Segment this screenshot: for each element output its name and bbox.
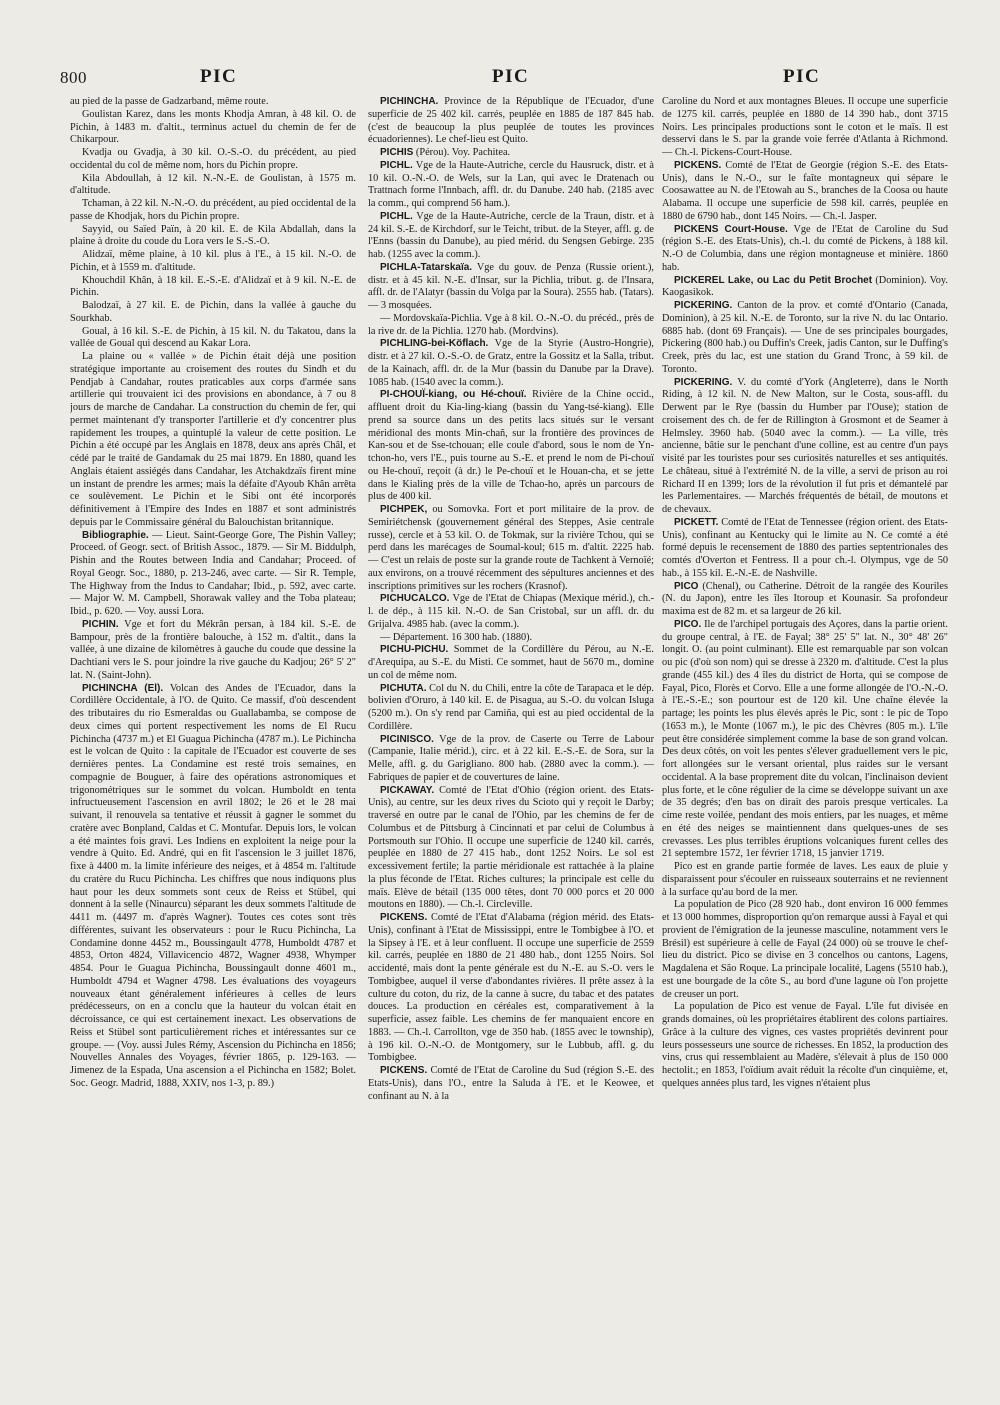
entry-text: Goulistan Karez, dans les monts Khodja Amran, à 48 kil. O. de Pichin, à 1483 m. d'altit., terminus actuel du chemin de fer de Chikarpour. bbox=[70, 108, 356, 146]
entry-headword: PICKERING. bbox=[674, 376, 733, 388]
entry-text: Balodzaï, à 27 kil. E. de Pichin, dans la vallée à gauche du Sourkhab. bbox=[70, 300, 356, 324]
entry-paragraph bbox=[70, 198, 356, 224]
entry-headword: PICHLING-bei-Köflach. bbox=[380, 338, 489, 350]
entry-paragraph bbox=[368, 262, 654, 313]
entry-paragraph bbox=[368, 1065, 654, 1103]
entry-text: (Pérou). Voy. Pachitea. bbox=[415, 147, 511, 158]
running-head-left: PIC bbox=[200, 66, 238, 87]
entry-text: Vge de la Haute-Autriche, cercle du Hausruck, distr. et à 10 kil. O.-N.-O. de Wels, sur la Lan, qui avec le Dratenach ou Trattnach forme l'Innbach, affl. dr. du Danube. 240 hab. (2185 avec la comm., qui comprend 56 ham.). bbox=[368, 159, 654, 209]
entry-text: Comté de l'Etat d'Ohio (région orient. des Etats-Unis), au centre, sur les deux rives du Scioto qui y reçoit le Darby; traversé en outre par le canal de l'Ohio, par les chemins de fer de Columbus et de Pittsburg à Cincinnati et par celui de Columbus à Portsmouth sur l'Ohio. Il occupe une superficie de 1240 kil. carrés, peuplée en 1880 de 27 415 hab., dont 1252 Noirs. Le sol est excessivement fertile; la partie méridionale est rattachée à la plaine la plus féconde de l'Etat. Riches cultures; la principale est celle du maïs. Elève de bétail (135 000 têtes, dont 70 000 porcs et 20 000 moutons en 1880). — Ch.-l. Circleville. bbox=[368, 784, 654, 911]
entry-paragraph bbox=[368, 785, 654, 913]
entry-text: Vge de l'Etat de Caroline du Sud (région S.-E. des Etats-Unis), ch.-l. du comté de Pickens, à 188 kil. N.-O de Columbia, dans une région montagneuse et minière. 1860 hab. bbox=[662, 223, 948, 273]
entry-text: Province de la République de l'Ecuador, d'une superficie de 25 402 kil. carrés, peuplée en 1885 de 187 845 hab. (c'est de beaucoup la plus peuplée de toutes les provinces écuadoriennes). Le chef-lieu est Quito. bbox=[368, 96, 654, 146]
entry-text: Goual, à 16 kil. S.-E. de Pichin, à 15 kil. N. du Takatou, dans la vallée de Goual qui descend au Kakar Lora. bbox=[70, 325, 356, 350]
entry-text: Vge de la Styrie (Austro-Hongrie), distr. et à 27 kil. O.-S.-O. de Gratz, entre la Gossitz et la Salla, tribut. de la Kainach, affl. dr. de la Mur (bassin du Danube par la Drave). 1085 hab. (1540 avec la comm.). bbox=[368, 338, 654, 388]
text-column-right bbox=[662, 96, 948, 1386]
entry-paragraph bbox=[70, 275, 356, 301]
entry-headword: PICKENS. bbox=[674, 159, 722, 171]
entry-paragraph bbox=[662, 581, 948, 619]
entry-text: — Lieut. Saint-George Gore, The Pishin Valley; Proceed. of Geogr. sect. of British Assoc., 1879. — Sir M. Biddulph, Pishin and the Routes between India and Candahar; Proceed. of Royal Geogr. Soc., 1880, p. 213-246, avec carte. — Sir R. Temple, The Highway from the Indus to Candahar; Ibid., p. 592, avec carte. — Major W. M. Campbell, Shorawak valley and the Toba plateau; Ibid., p. 620. — Voy. aussi Lora. bbox=[70, 529, 356, 617]
entry-headword: Bibliographie. bbox=[82, 529, 149, 541]
entry-text: au pied de la passe de Gadzarband, même route. bbox=[70, 96, 269, 107]
entry-paragraph bbox=[70, 147, 356, 173]
entry-paragraph bbox=[662, 517, 948, 581]
entry-text: La plaine ou « vallée » de Pichin était déjà une position stratégique importante au croisement des routes du Sindh et du Pendjab à Candahar, routes praticables aux corps d'armée sans artillerie qui trouvaient ici des provisions en abondance, à 7 ou 8 jours de marche de Candahar. La construction du chemin de fer, qui permet maintenant d'y transporter l'artillerie et d'y concentrer plus rapidement les troupes, a quintuplé la valeur de cette position. Le Pichin a été occupé par les Anglais en 1878, deux ans après Châl, et cédé par le traité de Gandamak du 25 mai 1879. En 1880, quand les Anglais étaient assiégés dans Candahar, les Atchakdzaïs firent mine un instant de prendre les armes; mais la défaite d'Ayoub Khân arrêta ce soulèvement. Le Pichin et le Sibi ont été incorporés définitivement à l'Empire des Indes en 1887 et sont administrés depuis par le Commissaire général du Balouchistan britannique. bbox=[70, 351, 356, 528]
entry-headword: PICHL. bbox=[380, 159, 413, 171]
entry-paragraph bbox=[368, 211, 654, 262]
entry-text: Tchaman, à 22 kil. N.-N.-O. du précédent, au pied occidental de la passe de Khodjak, hors du Pichin propre. bbox=[70, 198, 356, 222]
entry-paragraph bbox=[70, 683, 356, 1091]
entry-headword: PICKENS. bbox=[380, 912, 428, 923]
entry-headword: PICHPEK, bbox=[380, 504, 428, 515]
entry-headword: PICKENS. bbox=[380, 1065, 428, 1076]
entry-text: Sommet de la Cordillère du Pérou, au N.-E. d'Arequipa, au S.-E. du Misti. Ce sommet, haut de 5670 m., domine un col de même nom. bbox=[368, 644, 654, 681]
entry-paragraph bbox=[662, 300, 948, 377]
entry-text: V. du comté d'York (Angleterre), dans le North Riding, à 12 kil. N. de New Malton, sur le Costa, sous-affl. du Derwent par le Rye (bassin du Humber par l'Ouse); station de croisement des ch. de fer de Rillington à Grosmont et de Seamer à Helmsley. 3960 hab. (5040 avec la comm.). — La ville, très ancienne, bâtie sur le penchant d'une colline, est au centre d'un pays visité par les touristes pour ses curiosités naturelles et ses antiquités. Le château, situé à l'extrémité N. de la ville, a servi de prison au roi Richard II en 1399; lors de la révolution il fut pris et démantelé par les Parlementaires. — Marchés fréquentés de bétail, de moutons et de chevaux. bbox=[662, 376, 948, 515]
running-head-right: PIC bbox=[783, 66, 821, 87]
entry-paragraph bbox=[662, 224, 948, 275]
entry-text: Caroline du Nord et aux montagnes Bleues. Il occupe une superficie de 1275 kil. carrés, peuplée en 1880 de 14 390 hab., dont 3715 Noirs. Les principales productions sont le coton et le maïs. Il est desservi dans le S. par la grande voie ferrée d'Atlanta à Richmond. — Ch.-l. Pickens-Court-House. bbox=[662, 96, 948, 158]
page-header bbox=[0, 60, 1000, 100]
entry-text: Vge et fort du Mékrân persan, à 184 kil. S.-E. de Bampour, près de la frontière balouche, à 152 m. d'altit., dans la vallée, à une dizaine de kilomètres à gauche du coude que dessine la Dachtiani vers le S. pour joindre la rive gauche du Kadjou; 26° 5' 2" lat. N. (Saint-John). bbox=[70, 618, 356, 681]
entry-paragraph bbox=[662, 899, 948, 1001]
entry-paragraph bbox=[70, 530, 356, 619]
entry-paragraph bbox=[368, 504, 654, 593]
entry-headword: PICHLA-Tatarskaïa. bbox=[380, 261, 473, 273]
entry-text: Canton de la prov. et comté d'Ontario (Canada, Dominion), à 25 kil. N.-E. de Toronto, sur la rive N. du lac Ontario. 6885 hab. (dont 69 Français). — Une de ses principales bourgades, Pickering (800 hab.) ou Duffin's Creek, jadis Canton, sur le Duffing's Creek, près du lac, est une station du Grand Tronc, à 59 kil. de Toronto. bbox=[662, 300, 948, 375]
text-column-left bbox=[70, 96, 356, 1386]
entry-text: Sayyid, ou Saïed Païn, à 20 kil. E. de Kila Abdallah, dans la plaine à droite du coude du Lora vers le S.-S.-O. bbox=[70, 223, 356, 248]
entry-headword: PICO. bbox=[674, 618, 702, 630]
entry-paragraph bbox=[368, 632, 654, 645]
entry-text: Ile de l'archipel portugais des Açores, dans la partie orient. du groupe central, à l'E. de Fayal; 38° 25' 5" lat. N., 30° 48' 26" longit. O. (au point culminant). Elle est remarquable par son volcan ou pic (d'où son nom) qui se dresse à 2320 m. d'altitude. C'est la plus grande (455 kil.) des 4 îles du district de Horta, qui se compose de Fayal, Pico, Florès et Corvo. Elle a une forme allongée de l'O.-N.-O. à l'E.-S.-E.; son pourtour est de 120 kil. Une chaîne élevée la partage; les points les plus élevés après le Pic, sont : le pic de Topo (1653 m.), le Monte (1067 m.), le pic des Chèvres (805 m.). L'île peut être considérée simplement comme la base de son grand volcan. Des deux côtés, on voit les pentes s'élever graduellement vers le pic, fort allongées sur le versant oriental, plus raides sur le versant occidental. A la base proprement dite du volcan, l'inclinaison devient plus forte, et le cône régulier de la cime se développe suivant un axe de 35 degrés; d'en bas on dirait des parois presque verticales. La cime reste voilée, pendant des mois entiers, par les nuages, et même en été des neiges se maintiennent dans quelques-unes de ses crevasses. Les plus terribles éruptions volcaniques furent celles des 21 septembre 1572, 1er février 1718, 15 janvier 1719. bbox=[662, 618, 948, 860]
entry-headword: PICINISCO. bbox=[380, 733, 434, 745]
entry-paragraph bbox=[368, 593, 654, 631]
entry-paragraph bbox=[662, 377, 948, 517]
entry-headword: PICKENS Court-House. bbox=[674, 223, 788, 235]
entry-paragraph bbox=[662, 1001, 948, 1090]
entry-headword: PICHUTA. bbox=[380, 682, 427, 694]
entry-text: — Département. 16 300 hab. (1880). bbox=[380, 631, 533, 643]
entry-text: Kila Abdoullah, à 12 kil. N.-N.-E. de Goulistan, à 1575 m. d'altitude. bbox=[70, 172, 356, 197]
entry-headword: PICKEREL Lake, ou Lac du Petit Brochet bbox=[674, 274, 873, 286]
page-number: 800 bbox=[60, 68, 87, 87]
entry-text: Vge de l'Etat de Chiapas (Mexique mérid.), ch.-l. de dép., à 115 kil. N.-O. de San Cristobal, sur un affl. dr. du Grijalva. 4985 hab. (avec la comm.). bbox=[368, 593, 654, 630]
entry-paragraph bbox=[662, 160, 948, 224]
entry-headword: PICKAWAY. bbox=[380, 784, 435, 796]
entry-headword: PICHINCHA (El). bbox=[82, 682, 164, 694]
entry-paragraph bbox=[70, 173, 356, 199]
entry-paragraph bbox=[70, 249, 356, 275]
entry-text: Pico est en grande partie formée de laves. Les eaux de pluie y disparaissent pour s'écouler en ruisseaux souterrains et ne reviennent à la surface qu'au bord de la mer. bbox=[662, 861, 948, 898]
entry-text: Rivière de la Chine occid., affluent droit du Kia-ling-kiang (bassin du Yang-tsé-kiang). Elle prend sa source dans un des petits lacs situés sur le versant méridional des monts Min-chañ, sur la frontière des provinces de Kan-sou et de Sse-tchouan; elle coule d'abord, sous le nom de Yn-tchon-ho, vers l'E., puis tourne au S.-E. et prend le nom de Pi-chouï ou He-chouï, reçoit (à dr.) le Pe-chouï et le Houan-cha, et se jette dans le Kialing près de la ville de Tchao-ho, après un parcours de plus de 400 kil. bbox=[368, 389, 654, 503]
entry-paragraph bbox=[70, 351, 356, 530]
entry-text: ou Somovka. Fort et port militaire de la prov. de Semiriétchensk (gouvernement général des Steppes, Asie centrale russe), cercle et à 53 kil. O. de Tokmak, sur la rivière Tchou, qui se perd dans les marécages de Soumal-koul; 615 m. d'altit. 2225 hab. — C'est un relais de poste sur la grande route de Tachkent à Vernoïé; aux environs, on a trouvé récemment des sépultures anciennes et des inscriptions primitives sur les rochers (Krasnof). bbox=[368, 504, 654, 592]
entry-text: (Dominion). Voy. Kaogasikok. bbox=[662, 274, 948, 299]
entry-paragraph bbox=[368, 313, 654, 339]
entry-paragraph bbox=[368, 644, 654, 682]
entry-paragraph bbox=[368, 389, 654, 504]
entry-headword: PICKETT. bbox=[674, 516, 719, 528]
entry-headword: PICKERING. bbox=[674, 300, 733, 311]
entry-paragraph bbox=[70, 224, 356, 250]
entry-headword: PICHUCALCO. bbox=[380, 593, 450, 605]
entry-paragraph bbox=[70, 109, 356, 147]
entry-paragraph bbox=[368, 734, 654, 785]
entry-paragraph bbox=[368, 683, 654, 734]
entry-text: Kvadja ou Gvadja, à 30 kil. O.-S.-O. du précédent, au pied occidental du col de même nom, hors du Pichin propre. bbox=[70, 147, 356, 171]
entry-paragraph bbox=[368, 96, 654, 147]
running-head-center: PIC bbox=[492, 66, 530, 87]
entry-text: Col du N. du Chili, entre la côte de Tarapaca et le dép. bolivien d'Oruro, à 140 kil. E. de Pisagua, au S.-O. du volcan Isluga (5200 m.). On s'y rend par Camiña, qui est au pied occidental de la Cordillère. bbox=[368, 682, 654, 732]
entry-paragraph bbox=[368, 338, 654, 389]
entry-text: Comté de l'Etat de Georgie (région S.-E. des Etats-Unis), dans le N.-O., sur le faîte montagneux qui sépare le Coosawattee au N. de l'Etowah au S., branches de la Coosa ou haute Alabama. Il occupe une superficie de 598 kil. carrés, peuplée en 1880 de 6790 hab., dont 145 Noirs. — Ch.-l. Jasper. bbox=[662, 159, 948, 222]
entry-paragraph bbox=[662, 619, 948, 861]
entry-text: Khouchdil Khân, à 18 kil. E.-S.-E. d'Alidzaï et à 9 kil. N.-E. de Pichin. bbox=[70, 274, 356, 299]
entry-paragraph bbox=[70, 96, 356, 109]
entry-paragraph bbox=[70, 326, 356, 352]
entry-text: Comté de l'Etat de Tennessee (région orient. des Etats-Unis), confinant au Kentucky qui le limite au N. Ce comté a été formé depuis le recensement de 1880 des parties septentrionales des comtés d'Overton et Fentress. Il a pour ch.-l. Olympus, vge de 50 hab., à 155 kil. E.-N.-E. de Nashville. bbox=[662, 516, 948, 579]
entry-paragraph bbox=[70, 300, 356, 326]
entry-paragraph bbox=[662, 275, 948, 301]
entry-text: Vge du gouv. de Penza (Russie orient.), distr. et à 45 kil. N.-E. d'Insar, sur la Pichlia, tribut. g. de l'Insara, affl. dr. de l'Alatyr (bassin du Volga par la Soura). 2555 hab. (Tatars). — 3 mosquées. bbox=[368, 261, 654, 311]
entry-paragraph bbox=[368, 160, 654, 211]
entry-paragraph bbox=[70, 619, 356, 683]
entry-text: (Chenal), ou Catherine. Détroit de la rangée des Kouriles (N. du Japon), entre les îles Itoroup et Kounasir. Sa profondeur maxima est de 82 m. et sa largeur de 26 kil. bbox=[662, 580, 948, 617]
entry-headword: PICHL. bbox=[380, 210, 413, 222]
entry-text: Comté de l'Etat d'Alabama (région mérid. des Etats-Unis), confinant à l'Etat de Mississippi, entre le Tombigbee à l'O. et la Sipsey à l'E. et à leur confluent. Il occupe une superficie de 2559 kil. carrés, peuplée en 1880 de 21 480 hab., dont 1255 Noirs. Sol accidenté, mais dont la pente générale est du N.-E. au S.-O. vers le Tombigbee, auquel il verse d'abondantes rivières. Il prête assez à la culture du coton, du riz, de la canne à sucre, du tabac et des patates douces. La production en céréales est, comparativement à la superficie, assez faible. Les chemins de fer manquaient encore en 1883. — Ch.-l. Carrollton, vge de 350 hab. (1855 avec le township), à 196 kil. O.-N.-O. de Montgomery, sur le Lubbub, affl. g. du Tombigbee. bbox=[368, 912, 654, 1064]
entry-text: La population de Pico est venue de Fayal. L'île fut divisée en grands domaines, où les propriétaires établirent des colons partiaires. Grâce à la culture des vignes, ces vastes propriétés devinrent pour leurs possesseurs une source de richesses. En 1852, la production des vins, crus qui ressemblaient au Madère, s'élevait à plus de 150 000 hectolit.; en 1853, l'oïdium avait réduit la récolte d'un cinquième, et, quelques années plus tard, les vignes n'étaient plus bbox=[662, 1001, 948, 1089]
entry-text: Comté de l'Etat de Caroline du Sud (région S.-E. des Etats-Unis), dans l'O., entre la Saluda à l'E. et le Keowee, et confinant au N. à la bbox=[368, 1065, 654, 1102]
entry-paragraph bbox=[368, 147, 654, 160]
entry-text: Volcan des Andes de l'Ecuador, dans la Cordillère Occidentale, à l'O. de Quito. Ce massif, d'où descendent des tributaires du rio Esmeraldas ou Guallabamba, se compose de deux cimes qui portent respectivement les noms de El Rucu Pichincha (4737 m.) et El Guagua Pichincha (4787 m.). Le Pichincha est le volcan de Quito : la capitale de l'Ecuador est couverte de ses dernières pentes. La Condamine est resté trois semaines, en compagnie de Bouguer, à faire des opérations astronomiques et trigonométriques sur le sommet du volcan. Humboldt en tenta infructueusement l'ascension en avril 1802; le 26 et le 28 mai suivant, il renouvela sa tentative et réussit à gagner le sommet du cratère avec Bonpland, Caldas et C. Montufar. Depuis lors, le volcan a été maintes fois gravi. Les Indiens en exploitent la neige pour la vendre à Quito. Ed. André, qui en fit l'ascension le 3 juillet 1876, fixe à 4400 m. la limite inférieure des neiges, et à 4854 m. l'altitude du cratère du Rucu Pichincha. Les chiffres que nous indiquons plus haut pour les deux sommets sont ceux de Reiss et Stübel, qui donnent à la selle (Ninaurcu) séparant les deux sommets l'altitude de 4411 m. (4497 m. d'après Wagner). Toutes ces cotes sont très différentes, suivant les observateurs : pour le Rucu Pichincha, La Condamine donne 4452 m., Boussingault 4778, Humboldt 4787 et 4853, Orton 4824, Villavicencio 4872, Wagner 4938, Whymper 4854. Pour le Guagua Pichincha, Boussingault donne 4601 m., Humboldt 4794 et Wagner 4798. Les évaluations des voyageurs nouveaux étant généralement inférieures à celles de leurs prédécesseurs, on en a conclu que la hauteur du volcan était en décroissance, ce qui est certainement inexact. Les observations de Reiss et Stübel sont particulièrement riches et intéressantes sur ce groupe. — (Voy. aussi Jules Rémy, Ascension du Pichincha en 1856; Nouvelles Annales des Voyages, février 1865, p. 129-163. — Jimenez de la Espada, Una ascension a el Pichincha en 1582; Bolet. Soc. Geogr. Madrid, 1888, XXIV, nos 1-3, p. 89.) bbox=[70, 682, 356, 1089]
entry-paragraph bbox=[368, 912, 654, 1065]
entry-headword: PI-CHOUÏ-kiang, ou Hé-chouï. bbox=[380, 389, 527, 401]
entry-paragraph bbox=[662, 96, 948, 160]
entry-paragraph bbox=[662, 861, 948, 899]
entry-text: Vge de la Haute-Autriche, cercle de la Traun, distr. et à 24 kil. S.-E. de Kirchdorf, sur le Teicht, tribut. de la Steyer, affl. g. de l'Enns (bassin du Danube), au pied mérid. du Sengsen Gebirge. 235 hab. (1255 avec la comm.). bbox=[368, 210, 654, 260]
entry-text: La population de Pico (28 920 hab., dont environ 16 000 femmes et 13 000 hommes, disproportion qu'on remarque aussi à Fayal et qui provient de l'émigration de la jeunesse masculine, notamment vers le Brésil) est supérieure à celle de Fayal (24 000) où se trouve le chef-lieu du district. Pico se divise en 3 concelhos ou cantons, Lagens, Magdalena et São Roque. La principale localité, Lagens (5510 hab.), est une bourgade de la côte S., au bord d'une lagune où l'on projette de creuser un port. bbox=[662, 899, 948, 1000]
entry-headword: PICHU-PICHU. bbox=[380, 644, 449, 656]
entry-headword: PICHIN. bbox=[82, 618, 119, 630]
entry-text: Vge de la prov. de Caserte ou Terre de Labour (Campanie, Italie mérid.), circ. et à 22 kil. E.-S.-E. de Sora, sur la Melle, affl. g. du Garigliano. 800 hab. (2880 avec la comm.). — Fabriques de papier et de couvertures de laine. bbox=[368, 733, 654, 783]
entry-headword: PICHIS bbox=[380, 147, 414, 158]
text-column-center bbox=[368, 96, 654, 1386]
entry-headword: PICHINCHA. bbox=[380, 96, 439, 107]
entry-text: Alidzaï, même plaine, à 10 kil. plus à l'E., à 15 kil. N.-O. de Pichin, et à 1559 m. d'altitude. bbox=[70, 249, 356, 273]
entry-text: — Mordovskaïa-Pichlia. Vge à 8 kil. O.-N.-O. du précéd., près de la rive dr. de la Pichlia. 1270 hab. (Mordvins). bbox=[368, 312, 654, 337]
entry-headword: PICO bbox=[674, 580, 699, 592]
